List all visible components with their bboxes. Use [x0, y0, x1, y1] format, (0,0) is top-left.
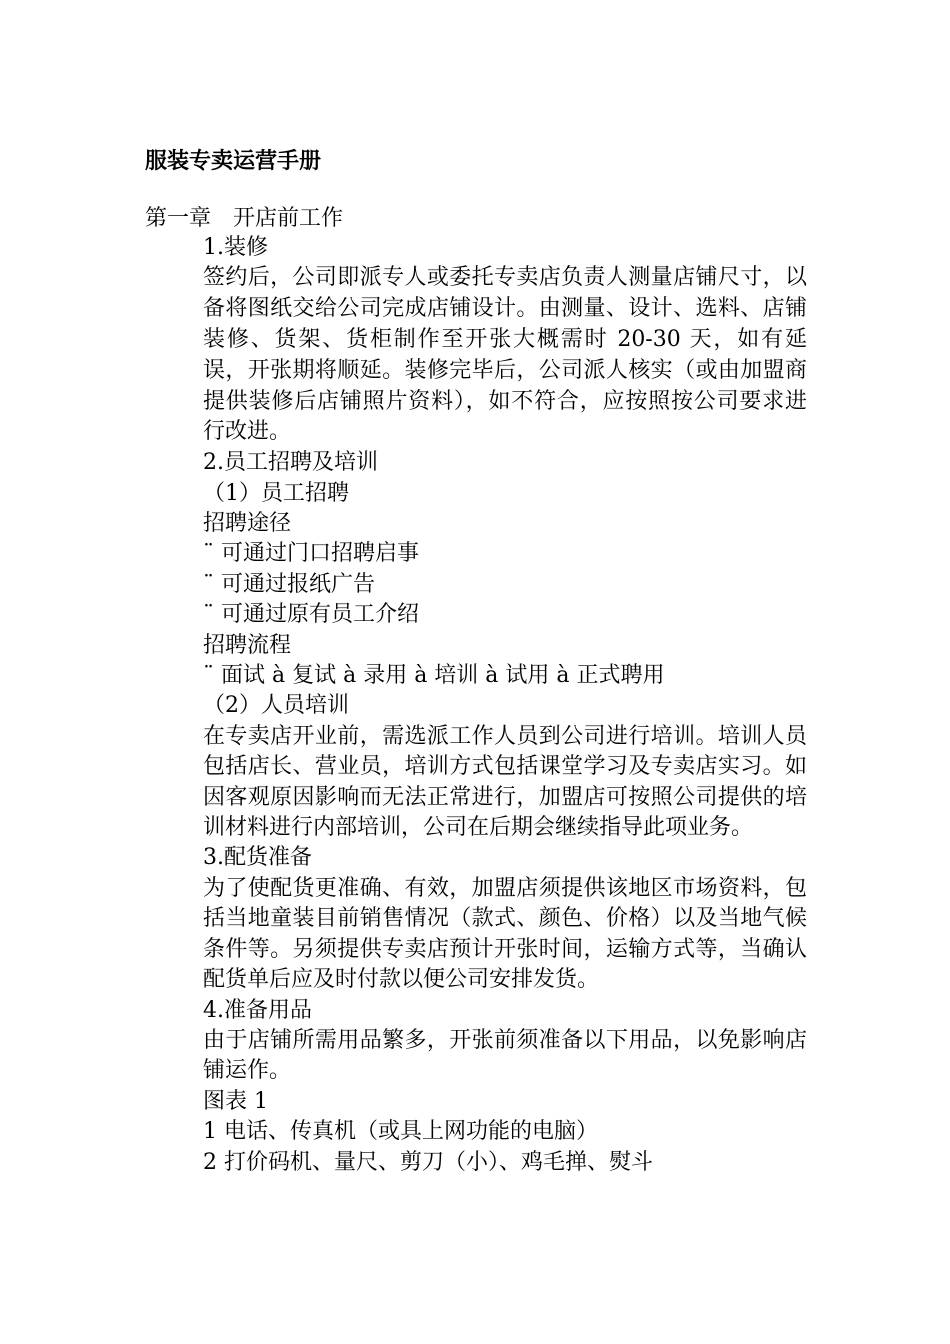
section-heading-stock-preparation: 3.配货准备 [203, 845, 312, 871]
training-paragraph: 在专卖店开业前，需选派工作人员到公司进行培训。培训人员包括店长、营业员，培训方式包括课堂学习及专卖店实习。如因客观原因影响而无法正常进行，加盟店可按照公司提供的培训材料进行内部培训，公司在后期会继续指导此项业务。 [203, 723, 807, 841]
subsection-heading-hiring: （1）员工招聘 [203, 480, 349, 506]
hiring-process-label: 招聘流程 [203, 632, 292, 658]
hiring-channel-item: ¨ 可通过门口招聘启事 [203, 541, 419, 567]
section-heading-renovation: 1.装修 [203, 235, 268, 260]
table-label: 图表 1 [203, 1088, 268, 1114]
hiring-channels-label: 招聘途径 [203, 511, 292, 536]
chapter-name: 开店前工作 [233, 206, 344, 231]
subsection-heading-training: （2）人员培训 [203, 693, 349, 719]
hiring-channel-item: ¨ 可通过报纸广告 [203, 571, 375, 597]
section-heading-recruitment: 2.员工招聘及培训 [203, 450, 378, 476]
chapter-number: 第一章 [145, 206, 212, 231]
hiring-process-steps: ¨ 面试 à 复试 à 录用 à 培训 à 试用 à 正式聘用 [203, 663, 665, 689]
document-body [203, 233, 807, 1178]
chapter-heading [145, 203, 343, 235]
section-heading-supplies: 4.准备用品 [203, 997, 312, 1023]
stock-preparation-paragraph: 为了使配货更准确、有效，加盟店须提供该地区市场资料，包括当地童装目前销售情况（款式、颜色、价格）以及当地气候条件等。另须提供专卖店预计开张时间，运输方式等，当确认配货单后应及时付款以便公司安排发货。 [203, 875, 807, 993]
document-title: 服装专卖运营手册 [145, 148, 322, 174]
hiring-channel-item: ¨ 可通过原有员工介绍 [203, 602, 419, 628]
renovation-paragraph: 签约后，公司即派专人或委托专卖店负责人测量店铺尺寸，以备将图纸交给公司完成店铺设计。由测量、设计、选料、店铺装修、货架、货柜制作至开张大概需时 20-30 天，如有延误，开张期将顺延。装修完毕后，公司派人核实（或由加盟商提供装修后店铺照片资料），如不符合，应按照按公司要求进行改进。 [203, 265, 807, 445]
supplies-list-item: 2 打价码机、量尺、剪刀（小）、鸡毛掸、熨斗 [203, 1149, 653, 1175]
supplies-list-item: 1 电话、传真机（或具上网功能的电脑） [203, 1119, 598, 1145]
supplies-paragraph: 由于店铺所需用品繁多，开张前须准备以下用品，以免影响店铺运作。 [203, 1027, 807, 1084]
